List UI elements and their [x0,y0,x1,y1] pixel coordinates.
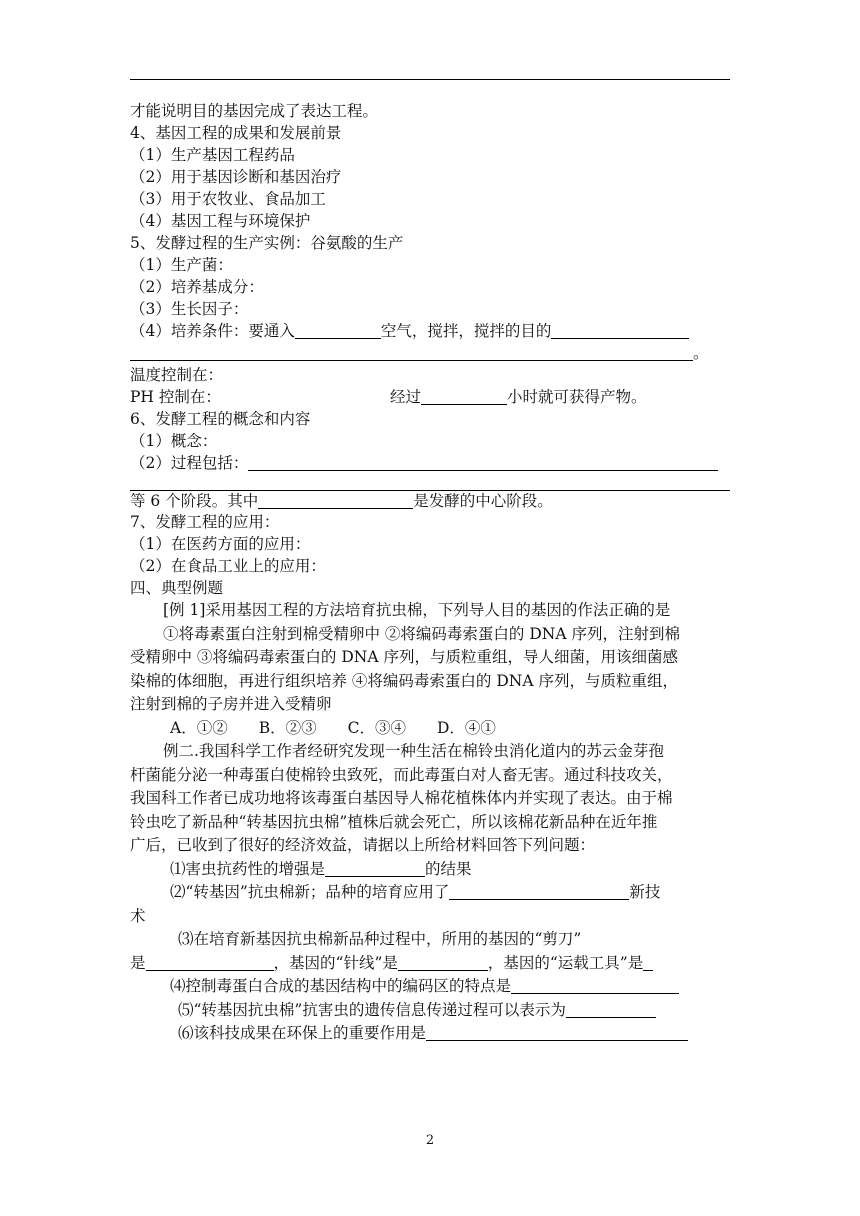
text-line [130,491,730,511]
blank-line [551,322,689,339]
example-paragraph: 我国科工作者已成功地将该毒蛋白基因导人棉花植株体内并实现了表达。由于棉 [130,789,673,807]
text: ⑸“转基因抗虫棉”抗害虫的遗传信息传递过程可以表示为 [178,1000,566,1019]
text: ⑷控制毒蛋白合成的基因结构中的编码区的特点是 [170,977,512,995]
blank-line [566,1001,656,1018]
blank-line [449,883,629,900]
text: 是 [130,953,146,972]
blank-line [248,454,718,471]
example-statements: 受精卵中 ③将编码毒索蛋白的 DNA 序列，与质粒重组，导人细菌，用该细菌感 [130,648,678,666]
example-paragraph: 铃虫吃了新品种“转基因抗虫棉”植株后就会死亡，所以该棉花新品种在近年推 [130,812,658,831]
section-heading: 4、基因工程的成果和发展前景 [130,124,342,142]
example-statements: 注射到棉的子房并进入受精卵 [130,695,332,713]
text: ⑴害虫抗药性的增强是 [170,859,326,878]
list-item: （1）在医药方面的应用： [130,535,311,553]
blank-row [130,342,730,364]
text: 经过 [390,388,422,406]
list-item: （1）生产菌： [130,256,233,274]
list-item: （1）生产基因工程药品 [130,146,295,164]
blank-line [426,1024,688,1041]
question-3-cont [130,952,730,976]
page-number: 2 [425,1133,435,1148]
example-question: [例 1]采用基因工程的方法培育抗虫棉，下列导人目的基因的作法正确的是 [163,601,671,619]
list-item [130,320,730,342]
question-3: ⑶在培育新基因抗虫棉新品种过程中，所用的基因的“剪刀” [178,930,582,948]
header-rule [130,79,730,80]
list-item [130,452,730,474]
question-5 [130,999,730,1023]
blank-line [295,322,381,339]
example-paragraph: 广后，已收到了很好的经济效益，请据以上所给材料回答下列问题： [130,836,596,854]
blank-line [146,954,274,971]
text: （4）培养条件：要通入 [130,322,295,340]
blank-line [421,388,507,405]
text: ⑹该科技成果在环保上的重要作用是 [178,1024,427,1042]
text: 等 6 个阶段。其中 [130,492,259,510]
question-6 [130,1022,730,1046]
blank-line [258,492,413,509]
list-item: （3）用于农牧业、食品加工 [130,190,326,208]
list-item: （3）生长因子： [130,300,249,318]
text: 小时就可获得产物。 [507,388,647,406]
list-item: （2）在食品工业上的应用： [130,557,326,575]
text: （2）过程包括： [130,454,249,472]
blank-line [398,954,488,971]
blank-line [511,977,679,994]
text: 新技 [629,883,661,901]
text: ，基因的“针线”是 [273,953,398,972]
blank-row [130,474,730,490]
blank-line [643,954,653,971]
example-paragraph: 例二.我国科学工作者经研究发现一种生活在棉铃虫消化道内的苏云金芽孢 [163,742,664,760]
text-line: 才能说明目的基因完成了表达工程。 [130,102,379,120]
list-item: （2）用于基因诊断和基因治疗 [130,168,342,186]
question-4 [130,975,730,999]
answer-options: A．①② B．②③ C．③④ D．④① [170,718,496,737]
list-item: （4）基因工程与环境保护 [130,212,311,230]
text: 是发酵的中心阶段。 [413,492,553,510]
example-statements: 染棉的体细胞，再进行组织培养 ④将编码毒索蛋白的 DNA 序列，与质粒重组， [130,671,678,690]
document-body [130,100,730,1046]
text: PH 控制在： [130,388,221,406]
section-heading: 6、发酵工程的概念和内容 [130,410,311,428]
section-heading: 7、发酵工程的应用： [130,513,280,531]
section-heading: 5、发酵过程的生产实例：谷氨酸的生产 [130,234,404,252]
section-heading: 四、典型例题 [130,579,224,597]
example-paragraph: 杆菌能分泌一种毒蛋白使棉铃虫致死，而此毒蛋白对人畜无害。通过科技攻关， [130,765,673,784]
example-statements: ①将毒素蛋白注射到棉受精卵中 ②将编码毒索蛋白的 DNA 序列，注射到棉 [163,624,680,643]
list-item: （1）概念： [130,432,218,450]
question-1 [130,858,730,882]
text-line: 温度控制在： [130,366,224,384]
text: ⑵“转基因”抗虫棉新；品种的培育应用了 [170,883,450,901]
text: 。 [693,344,709,362]
text: 空气，搅拌，搅拌的目的 [380,322,552,340]
question-2 [130,881,730,905]
blank-line [325,860,425,877]
text: ，基因的“运载工具”是 [487,953,644,972]
text: 的结果 [425,859,472,878]
blank-line [130,344,693,361]
list-item: （2）培养基成分： [130,278,264,296]
text-line [130,386,730,408]
question-2-cont: 术 [130,906,146,925]
